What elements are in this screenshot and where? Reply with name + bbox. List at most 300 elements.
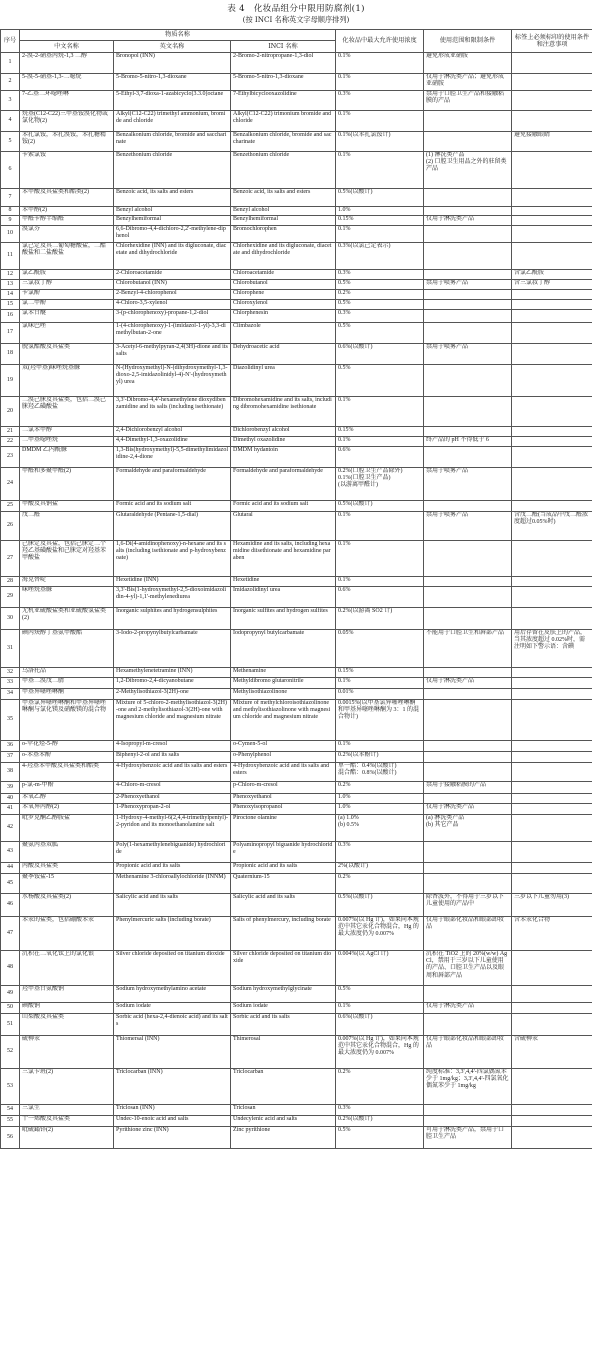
cell-english-name: Inorganic sulphites and hydrogensulphites — [114, 608, 231, 630]
cell-inci-name: Diazolidinyl urea — [231, 365, 336, 397]
cell-chinese-name: 山梨酸及其盐类 — [20, 1014, 114, 1036]
cell-no: 10 — [1, 226, 20, 243]
cell-max-concentration: 0.2%(以酸计) — [336, 1116, 424, 1127]
cell-chinese-name: 吡罗克酮乙醇胺盐 — [20, 815, 114, 842]
cell-max-concentration: 0.1% — [336, 541, 424, 577]
cell-chinese-name: p-氯-m-甲酚 — [20, 782, 114, 794]
cell-label-warnings — [512, 741, 592, 752]
cell-max-concentration: 0.2% — [336, 290, 424, 300]
cell-no: 2 — [1, 74, 20, 91]
cell-max-concentration: 0.007%(以 Hg 计)，如果同本规范中其它汞化合物混合，Hg 的最大浓度仍为 0.007% — [336, 917, 424, 951]
cell-usage-range — [424, 323, 512, 344]
cell-english-name: Salicylic acid and its salts — [114, 894, 231, 917]
cell-max-concentration: 0.2% — [336, 782, 424, 794]
cell-english-name: Bronopol (INN) — [114, 53, 231, 74]
cell-inci-name: Benzylhemiformal — [231, 216, 336, 226]
cell-max-concentration: 0.1% — [336, 577, 424, 587]
cell-no: 25 — [1, 501, 20, 512]
cell-no: 24 — [1, 468, 20, 501]
header-label-warnings: 标签上必须标印的使用条件和注意事项 — [512, 30, 592, 53]
cell-no: 50 — [1, 1003, 20, 1014]
cell-max-concentration: 0.2%(以游离 SO2 计) — [336, 608, 424, 630]
cell-max-concentration: 0.01% — [336, 689, 424, 700]
table-row — [1, 300, 592, 310]
cell-usage-range: 仅用于淋洗类产品 — [424, 804, 512, 815]
cell-inci-name: 5-Bromo-5-nitro-1,3-dioxane — [231, 74, 336, 91]
cell-max-concentration: 0.3% — [336, 270, 424, 280]
cell-usage-range: 禁用于口腔卫生产品和接触粘膜的产品 — [424, 91, 512, 111]
cell-usage-range: 仅用于淋洗类产品；避免形成亚硝胺 — [424, 74, 512, 91]
cell-usage-range — [424, 270, 512, 280]
table-row — [1, 689, 592, 700]
cell-english-name: Glutaraldehyde (Pentane-1,5-dial) — [114, 512, 231, 541]
cell-usage-range — [424, 863, 512, 874]
cell-chinese-name: 苯汞的盐类，包括硼酸苯汞 — [20, 917, 114, 951]
table-row — [1, 512, 592, 541]
cell-label-warnings — [512, 207, 592, 216]
cell-english-name: 1,6-Di(4-amidinophenoxy)-n-hexane and its salts (including isethionate and p-hydroxybenzoate) — [114, 541, 231, 577]
cell-no: 41 — [1, 804, 20, 815]
cell-max-concentration: 0.004%(以 AgCl 计) — [336, 951, 424, 986]
table-row — [1, 741, 592, 752]
cell-chinese-name: 苄索氯铵 — [20, 152, 114, 189]
cell-max-concentration: 0.5%(以酸计) — [336, 501, 424, 512]
table-row — [1, 1069, 592, 1105]
cell-no: 22 — [1, 437, 20, 447]
cell-english-name: 2,4-Dichlorobenzyl alcohol — [114, 427, 231, 437]
table-row — [1, 1105, 592, 1116]
cell-usage-range: 禁用于喷雾产品 — [424, 344, 512, 365]
cell-no: 17 — [1, 323, 20, 344]
cell-max-concentration: 0.5% — [336, 300, 424, 310]
cell-label-warnings — [512, 700, 592, 741]
cell-chinese-name: 5-溴-5-硝基-1,3-二噁烷 — [20, 74, 114, 91]
header-usage-range: 使用范围和限制条件 — [424, 30, 512, 53]
cell-english-name: 1-Hydroxy-4-methyl-6(2,4,4-trimethylpentyl)-2-pyridon and its monoethanolamine salt — [114, 815, 231, 842]
cell-label-warnings: 避免接触眼睛 — [512, 132, 592, 152]
cell-english-name: 1,2-Dibromo-2,4-dicyanobutane — [114, 678, 231, 689]
cell-usage-range: 除香波外，不得用于三岁以下儿童使用的产品中 — [424, 894, 512, 917]
cell-max-concentration: 0.6% — [336, 587, 424, 608]
table-row — [1, 608, 592, 630]
cell-english-name: Hexetidine (INN) — [114, 577, 231, 587]
cell-label-warnings — [512, 216, 592, 226]
table-row — [1, 365, 592, 397]
table-row — [1, 842, 592, 863]
cell-no: 32 — [1, 668, 20, 678]
table-row — [1, 668, 592, 678]
cell-label-warnings — [512, 794, 592, 804]
cell-usage-range — [424, 111, 512, 132]
cell-chinese-name: 双(羟甲基)咪唑烷基脲 — [20, 365, 114, 397]
cell-chinese-name: o-伞花烃-5-醇 — [20, 741, 114, 752]
table-row — [1, 1116, 592, 1127]
cell-max-concentration: 0.5% — [336, 1127, 424, 1149]
cell-chinese-name: 乌洛托品 — [20, 668, 114, 678]
cell-no: 56 — [1, 1127, 20, 1149]
cell-label-warnings: 含苯汞化合物 — [512, 917, 592, 951]
cell-inci-name: Chlorophene — [231, 290, 336, 300]
cell-english-name: 2-Benzyl-4-chlorophenol — [114, 290, 231, 300]
cell-chinese-name: 甲基氯异噻唑啉酮和甲基异噻唑啉酮与氯化镁及硝酸镁的混合物 — [20, 700, 114, 741]
cell-inci-name: Inorganic sulfites and hydrogen sulfites — [231, 608, 336, 630]
cell-inci-name: Methylisothiazolinone — [231, 689, 336, 700]
table-row — [1, 74, 592, 91]
cell-inci-name: Quaternium-15 — [231, 874, 336, 894]
table-row — [1, 152, 592, 189]
cell-no: 6 — [1, 152, 20, 189]
cell-label-warnings — [512, 587, 592, 608]
cell-inci-name: Glutaral — [231, 512, 336, 541]
cell-usage-range — [424, 310, 512, 323]
cell-no: 55 — [1, 1116, 20, 1127]
cell-no: 53 — [1, 1069, 20, 1105]
cell-label-warnings — [512, 752, 592, 763]
cell-label-warnings — [512, 1105, 592, 1116]
table-row — [1, 397, 592, 427]
cell-english-name: 4-Hydroxybenzoic acid and its salts and esters — [114, 763, 231, 782]
cell-usage-range: 禁用于喷雾产品 — [424, 512, 512, 541]
cell-no: 12 — [1, 270, 20, 280]
cell-usage-range: 终产品的 pH 不得低于 6 — [424, 437, 512, 447]
cell-chinese-name: 脱氢醋酸及其盐类 — [20, 344, 114, 365]
cell-label-warnings: 含氯乙酰胺 — [512, 270, 592, 280]
cell-inci-name: Phenoxyethanol — [231, 794, 336, 804]
cell-inci-name: Propionic acid and its salts — [231, 863, 336, 874]
cell-inci-name: Chlorphenesin — [231, 310, 336, 323]
cell-inci-name: Salicylic acid and its salts — [231, 894, 336, 917]
cell-label-warnings — [512, 74, 592, 91]
cell-english-name: Propionic acid and its salts — [114, 863, 231, 874]
cell-chinese-name: 苯氧异丙醇(2) — [20, 804, 114, 815]
cell-no: 45 — [1, 874, 20, 894]
cell-chinese-name: DMDM 乙内酰脲 — [20, 447, 114, 468]
cell-label-warnings — [512, 763, 592, 782]
cell-english-name: Benzethonium chloride — [114, 152, 231, 189]
table-row — [1, 280, 592, 290]
cell-chinese-name: 聚氨丙基双胍 — [20, 842, 114, 863]
cell-chinese-name: 咪唑烷基脲 — [20, 587, 114, 608]
cell-no: 19 — [1, 365, 20, 397]
cell-usage-range — [424, 397, 512, 427]
table-title: 表 4 化妆品组分中限用防腐剂(1) — [227, 4, 365, 14]
cell-usage-range — [424, 1014, 512, 1036]
cell-usage-range: 纯度标准：3,3',4,4'-四氯偶氮苯少于 1mg/kg；3,3',4,4'-四氯氧化偶氮苯少于 1mg/kg — [424, 1069, 512, 1105]
cell-max-concentration: 1.0% — [336, 207, 424, 216]
cell-no: 30 — [1, 608, 20, 630]
cell-inci-name: DMDM hydantoin — [231, 447, 336, 468]
cell-english-name: Benzoic acid, its salts and esters — [114, 189, 231, 207]
cell-max-concentration: 0.5%(以酸计) — [336, 894, 424, 917]
cell-inci-name: Salts of phenylmercury, including borate — [231, 917, 336, 951]
cell-label-warnings — [512, 397, 592, 427]
cell-label-warnings — [512, 447, 592, 468]
cell-label-warnings — [512, 678, 592, 689]
cell-max-concentration: 0.1% — [336, 437, 424, 447]
cell-label-warnings: 含硫柳汞 — [512, 1036, 592, 1069]
cell-english-name: Benzylhemiformal — [114, 216, 231, 226]
cell-chinese-name: 氯乙酰胺 — [20, 270, 114, 280]
table-row — [1, 863, 592, 874]
cell-chinese-name: 二氯苯甲醇 — [20, 427, 114, 437]
cell-label-warnings — [512, 501, 592, 512]
cell-no: 1 — [1, 53, 20, 74]
cell-max-concentration: 1.0% — [336, 794, 424, 804]
table-row — [1, 111, 592, 132]
cell-usage-range — [424, 986, 512, 1003]
cell-max-concentration: 0.1% — [336, 53, 424, 74]
cell-max-concentration: 0.1% — [336, 512, 424, 541]
cell-english-name: 3-Iodo-2-propynylbutylcarbamate — [114, 630, 231, 668]
cell-label-warnings — [512, 815, 592, 842]
cell-inci-name: Formic acid and its sodium salt — [231, 501, 336, 512]
cell-inci-name: p-Chloro-m-cresol — [231, 782, 336, 794]
cell-english-name: Phenylmercuric salts (including borate) — [114, 917, 231, 951]
cell-max-concentration: 0.2% — [336, 874, 424, 894]
cell-english-name: Methenamine 3-chloroallylochloride (INNM) — [114, 874, 231, 894]
cell-english-name: 6,6-Dibromo-4,4-dichloro-2,2'-methylene-diphenol — [114, 226, 231, 243]
cell-max-concentration: 2%(以酸计) — [336, 863, 424, 874]
cell-label-warnings — [512, 863, 592, 874]
cell-usage-range — [424, 207, 512, 216]
cell-chinese-name: 氯苯甘醚 — [20, 310, 114, 323]
cell-chinese-name: 水杨酸及其盐类(2) — [20, 894, 114, 917]
cell-no: 26 — [1, 512, 20, 541]
cell-label-warnings — [512, 1003, 592, 1014]
cell-inci-name: Climbazole — [231, 323, 336, 344]
table-row — [1, 243, 592, 270]
cell-english-name: 1,3-Bis(hydroxymethyl)-5,5-dimethylimidazolidine-2,4-dione — [114, 447, 231, 468]
table-row — [1, 468, 592, 501]
cell-max-concentration: 0.3% — [336, 842, 424, 863]
cell-max-concentration: 0.6% — [336, 447, 424, 468]
cell-chinese-name: 苯氧乙醇 — [20, 794, 114, 804]
cell-no: 40 — [1, 794, 20, 804]
cell-usage-range — [424, 668, 512, 678]
cell-label-warnings — [512, 951, 592, 986]
cell-no: 9 — [1, 216, 20, 226]
cell-usage-range — [424, 541, 512, 577]
cell-label-warnings — [512, 1127, 592, 1149]
cell-chinese-name: 二溴己脒及其盐类，包括二溴己脒羟乙磺酸盐 — [20, 397, 114, 427]
cell-max-concentration: 0.5% — [336, 365, 424, 397]
cell-usage-range — [424, 842, 512, 863]
cell-no: 34 — [1, 689, 20, 700]
cell-no: 46 — [1, 894, 20, 917]
cell-inci-name: Thimerosal — [231, 1036, 336, 1069]
cell-usage-range — [424, 243, 512, 270]
cell-inci-name: Dibromohexamidine and its salts, including dibromohexamidine isethionate — [231, 397, 336, 427]
cell-label-warnings — [512, 842, 592, 863]
cell-max-concentration: 单一酯：0.4%(以酸计) 混合酯：0.8%(以酸计) — [336, 763, 424, 782]
cell-usage-range — [424, 501, 512, 512]
cell-chinese-name: 聚季铵盐-15 — [20, 874, 114, 894]
table-row — [1, 577, 592, 587]
cell-no: 28 — [1, 577, 20, 587]
cell-chinese-name: 7-乙基二环噁唑啉 — [20, 91, 114, 111]
cell-label-warnings — [512, 323, 592, 344]
cell-inci-name: Hexetidine — [231, 577, 336, 587]
cell-no: 48 — [1, 951, 20, 986]
cell-usage-range — [424, 763, 512, 782]
cell-usage-range — [424, 189, 512, 207]
preservatives-table — [0, 29, 592, 1149]
cell-label-warnings — [512, 804, 592, 815]
cell-chinese-name: o-苯基苯酚 — [20, 752, 114, 763]
cell-inci-name: Imidazolidinyl urea — [231, 587, 336, 608]
cell-inci-name: Bromochlorophen — [231, 226, 336, 243]
table-row — [1, 1014, 592, 1036]
cell-max-concentration: 0.1% — [336, 226, 424, 243]
cell-usage-range: 避免形成亚硝胺 — [424, 53, 512, 74]
cell-inci-name: Triclosan — [231, 1105, 336, 1116]
cell-english-name: 1-Phenoxypropan-2-ol — [114, 804, 231, 815]
cell-label-warnings — [512, 437, 592, 447]
cell-english-name: 2-Methylisothiazol-3(2H)-one — [114, 689, 231, 700]
cell-label-warnings — [512, 365, 592, 397]
cell-chinese-name: 碘丙炔醇丁基氨甲酸酯 — [20, 630, 114, 668]
cell-english-name: 2-Chloroacetamide — [114, 270, 231, 280]
cell-english-name: Silver chloride deposited on titanium dioxide — [114, 951, 231, 986]
table-row — [1, 344, 592, 365]
table-row — [1, 290, 592, 300]
cell-inci-name: o-Phenylphenol — [231, 752, 336, 763]
cell-label-warnings — [512, 290, 592, 300]
cell-usage-range: 仅用于眼部化妆品和眼部卸妆品 — [424, 917, 512, 951]
cell-max-concentration: 0.5% — [336, 986, 424, 1003]
cell-english-name: Sorbic acid (hexa-2,4-dienoic acid) and its salts — [114, 1014, 231, 1036]
cell-inci-name: Sodium iodate — [231, 1003, 336, 1014]
cell-label-warnings — [512, 1116, 592, 1127]
cell-chinese-name: 4-羟基苯甲酸及其盐类和酯类 — [20, 763, 114, 782]
cell-chinese-name: 丙酸及其盐类 — [20, 863, 114, 874]
table-row — [1, 894, 592, 917]
table-row — [1, 917, 592, 951]
cell-max-concentration: 0.15% — [336, 427, 424, 437]
cell-usage-range: 仅用于淋洗类产品 — [424, 678, 512, 689]
cell-chinese-name: 氯咪巴唑 — [20, 323, 114, 344]
cell-label-warnings: 含三氯叔丁醇 — [512, 280, 592, 290]
cell-chinese-name: 三氯生 — [20, 1105, 114, 1116]
cell-no: 14 — [1, 290, 20, 300]
table-row — [1, 794, 592, 804]
cell-max-concentration: 0.3% — [336, 1105, 424, 1116]
cell-chinese-name: 烷基(C12-C22)三甲基铵溴化物或氯化物(2) — [20, 111, 114, 132]
cell-usage-range: 仅用于淋洗类产品 — [424, 1003, 512, 1014]
table-row — [1, 763, 592, 782]
cell-inci-name: Mixture of methylchloroisothiazolinone and methylisothiazolinone with magnesium chloride and magnesium nitrate — [231, 700, 336, 741]
cell-english-name: Undec-10-enoic acid and salts — [114, 1116, 231, 1127]
cell-chinese-name: 甲基异噻唑啉酮 — [20, 689, 114, 700]
cell-label-warnings — [512, 344, 592, 365]
cell-inci-name: Hexamidine and its salts, including hexamidine diisethionate and hexamidine paraben — [231, 541, 336, 577]
cell-no: 35 — [1, 700, 20, 741]
cell-english-name: 5-Ethyl-3,7-dioxa-1-azabicyclo[3.3.0]octane — [114, 91, 231, 111]
cell-max-concentration: 0.6%(以酸计) — [336, 1014, 424, 1036]
cell-no: 20 — [1, 397, 20, 427]
cell-english-name: Sodium hydroxymethylamino acetate — [114, 986, 231, 1003]
cell-inci-name: Sodium hydroxymethylglycinate — [231, 986, 336, 1003]
cell-label-warnings — [512, 668, 592, 678]
cell-label-warnings — [512, 1069, 592, 1105]
cell-english-name: Chlorobutanol (INN) — [114, 280, 231, 290]
cell-inci-name: Triclocarban — [231, 1069, 336, 1105]
cell-chinese-name: 三氯叔丁醇 — [20, 280, 114, 290]
header-english-name: 英文名称 — [114, 41, 231, 53]
cell-no: 7 — [1, 189, 20, 207]
cell-inci-name: Alkyl(C12-C22) trimonium bromide and chloride — [231, 111, 336, 132]
cell-usage-range — [424, 290, 512, 300]
cell-no: 21 — [1, 427, 20, 437]
table-row — [1, 630, 592, 668]
cell-no: 27 — [1, 541, 20, 577]
cell-no: 43 — [1, 842, 20, 863]
table-row — [1, 207, 592, 216]
table-row — [1, 1036, 592, 1069]
cell-english-name: 2-Phenoxyethanol — [114, 794, 231, 804]
cell-label-warnings — [512, 111, 592, 132]
cell-no: 15 — [1, 300, 20, 310]
cell-label-warnings — [512, 541, 592, 577]
cell-english-name: 3,3'-Bis(1-hydroxymethyl-2,5-dioxoimidazolidin-4-yl)-1,1'-methylenediurea — [114, 587, 231, 608]
table-row — [1, 437, 592, 447]
cell-chinese-name: 2-溴-2-硝基丙烷-1,3 二醇 — [20, 53, 114, 74]
cell-no: 5 — [1, 132, 20, 152]
cell-usage-range — [424, 300, 512, 310]
cell-label-warnings — [512, 310, 592, 323]
cell-inci-name: Benzalkonium chloride, bromide and saccharinate — [231, 132, 336, 152]
cell-max-concentration: 0.2%(以苯酚计) — [336, 752, 424, 763]
cell-usage-range — [424, 874, 512, 894]
cell-max-concentration: 0.15% — [336, 216, 424, 226]
cell-label-warnings — [512, 577, 592, 587]
cell-no: 4 — [1, 111, 20, 132]
cell-max-concentration: 0.3% — [336, 310, 424, 323]
cell-inci-name: Methenamine — [231, 668, 336, 678]
table-row — [1, 541, 592, 577]
header-chinese-name: 中文名称 — [20, 41, 114, 53]
cell-usage-range: 不能用于口腔卫生和唇部产品 — [424, 630, 512, 668]
cell-english-name: Poly(1-hexamethylenebiguanide) hydrochloride — [114, 842, 231, 863]
cell-max-concentration: 0.1% — [336, 111, 424, 132]
cell-no: 33 — [1, 678, 20, 689]
cell-no: 18 — [1, 344, 20, 365]
cell-chinese-name: 氯二甲酚 — [20, 300, 114, 310]
table-row — [1, 53, 592, 74]
cell-inci-name: Phenoxyisopropanol — [231, 804, 336, 815]
cell-usage-range: 仅用于淋洗类产品 — [424, 216, 512, 226]
cell-no: 44 — [1, 863, 20, 874]
cell-inci-name: Dimethyl oxazolidine — [231, 437, 336, 447]
cell-english-name: 3-Acetyl-6-methylpyran-2,4(3H)-dione and its salts — [114, 344, 231, 365]
cell-inci-name: Benzethonium chloride — [231, 152, 336, 189]
table-row — [1, 310, 592, 323]
cell-label-warnings — [512, 608, 592, 630]
cell-usage-range — [424, 427, 512, 437]
cell-inci-name: Formaldehyde and paraformaldehyde — [231, 468, 336, 501]
table-row — [1, 270, 592, 280]
table-row — [1, 804, 592, 815]
cell-inci-name: Dehydroacetic acid — [231, 344, 336, 365]
table-row — [1, 951, 592, 986]
cell-usage-range — [424, 794, 512, 804]
cell-no: 11 — [1, 243, 20, 270]
cell-no: 49 — [1, 986, 20, 1003]
table-row — [1, 587, 592, 608]
cell-usage-range — [424, 365, 512, 397]
cell-chinese-name: 苄氯酚 — [20, 290, 114, 300]
table-row — [1, 216, 592, 226]
